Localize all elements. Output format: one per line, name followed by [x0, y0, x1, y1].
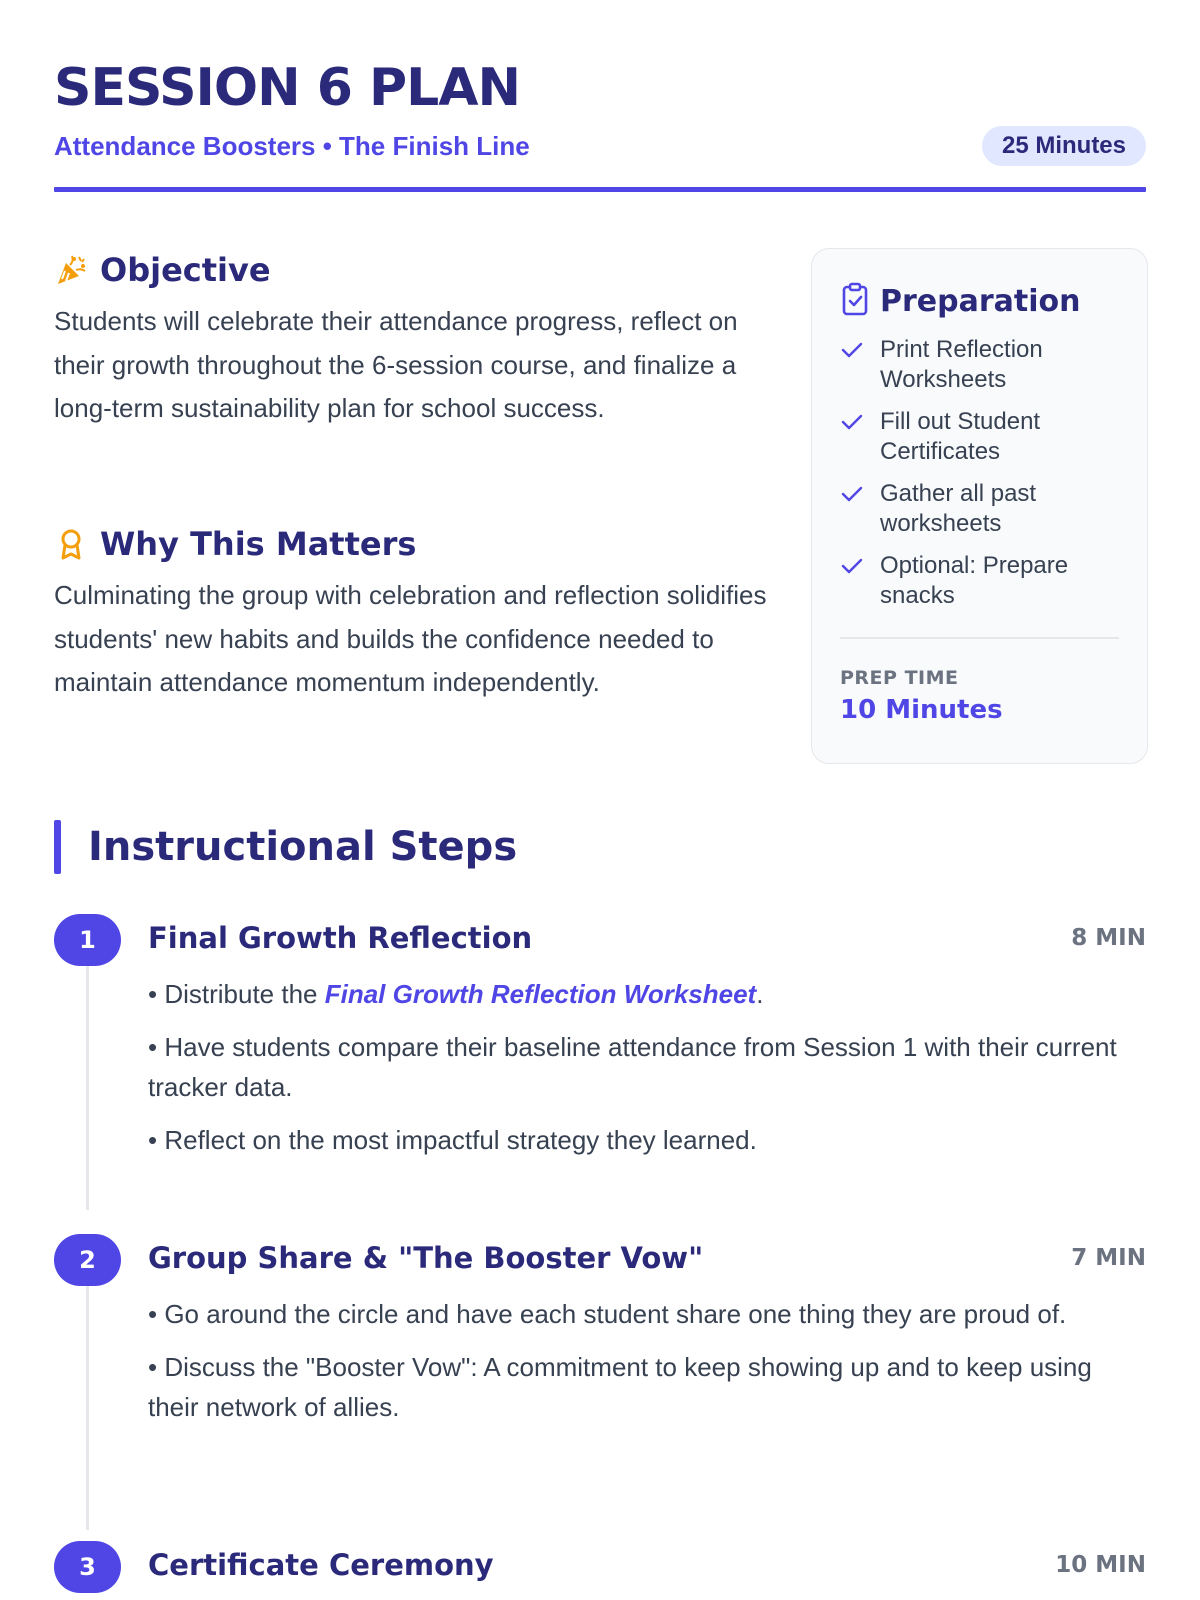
step-duration: 8 MIN — [1071, 925, 1146, 951]
bullet-suffix: . — [756, 979, 764, 1009]
preparation-item — [840, 551, 1119, 611]
prep-time-value: 10 Minutes — [840, 694, 1003, 725]
step-number-badge: 3 — [54, 1541, 121, 1593]
check-icon — [840, 551, 866, 581]
preparation-list — [840, 335, 1119, 611]
step-timeline-line — [86, 966, 89, 1210]
steps-accent-bar — [54, 820, 61, 874]
objective-text: Students will celebrate their attendance progress, reflect on their growth throughout the 6-session course, and finalize a long-term sustainability plan for school success. — [54, 306, 738, 423]
step-bullet: • Have students compare their baseline attendance from Session 1 with their current tracker data. — [148, 1032, 1117, 1102]
header-divider — [54, 187, 1146, 192]
preparation-item-text: Fill out Student Certificates — [880, 408, 1041, 465]
step-number-badge: 2 — [54, 1234, 121, 1286]
step-bullet-list — [148, 1294, 1138, 1440]
step-timeline-line — [86, 1286, 89, 1530]
preparation-heading: Preparation — [880, 283, 1081, 319]
preparation-item-text: Print Reflection Worksheets — [880, 336, 1043, 393]
preparation-item-text: Optional: Prepare snacks — [880, 552, 1069, 609]
why-section — [54, 522, 784, 705]
step-duration: 7 MIN — [1071, 1245, 1146, 1271]
steps-header — [54, 820, 517, 874]
step-bullet: • Discuss the "Booster Vow": A commitment to keep showing up and to keep using their network of allies. — [148, 1352, 1092, 1422]
page-title: SESSION 6 PLAN — [54, 58, 521, 118]
step-bullet: • Reflect on the most impactful strategy they learned. — [148, 1125, 757, 1155]
duration-badge: 25 Minutes — [982, 126, 1146, 166]
party-popper-icon — [54, 253, 88, 287]
preparation-divider — [840, 637, 1119, 639]
check-icon — [840, 407, 866, 437]
subtitle-row — [54, 126, 1146, 166]
prep-time-label: PREP TIME — [840, 666, 959, 689]
page-subtitle: Attendance Boosters • The Finish Line — [54, 131, 530, 161]
steps-heading: Instructional Steps — [88, 824, 518, 870]
step-title: Certificate Ceremony — [148, 1548, 494, 1582]
why-heading: Why This Matters — [100, 525, 417, 563]
why-text: Culminating the group with celebration and reflection solidifies students' new habits and builds the confidence needed to maintain attendance momentum independently. — [54, 580, 767, 697]
objective-section — [54, 248, 784, 431]
step-bullet-list — [148, 974, 1138, 1173]
objective-header — [54, 248, 784, 292]
objective-heading: Objective — [100, 251, 271, 289]
check-icon — [840, 335, 866, 365]
worksheet-link[interactable]: Final Growth Reflection Worksheet — [324, 979, 757, 1009]
preparation-item — [840, 479, 1119, 539]
check-icon — [840, 479, 866, 509]
step-bullet — [148, 974, 1138, 1014]
preparation-item — [840, 335, 1119, 395]
preparation-item-text: Gather all past worksheets — [880, 480, 1037, 537]
award-ribbon-icon — [54, 527, 88, 561]
step-title: Final Growth Reflection — [148, 921, 533, 955]
page-header — [54, 56, 1146, 161]
overview-column — [54, 248, 784, 697]
preparation-item — [840, 407, 1119, 467]
step-bullet: • Go around the circle and have each student share one thing they are proud of. — [148, 1299, 1067, 1329]
clipboard-check-icon — [840, 282, 870, 320]
why-header — [54, 522, 784, 566]
step-duration: 10 MIN — [1055, 1552, 1146, 1578]
bullet-prefix: • Distribute the — [148, 979, 325, 1009]
preparation-card — [811, 248, 1148, 764]
step-number-badge: 1 — [54, 914, 121, 966]
step-title: Group Share & "The Booster Vow" — [148, 1241, 704, 1275]
preparation-header — [840, 279, 1119, 323]
